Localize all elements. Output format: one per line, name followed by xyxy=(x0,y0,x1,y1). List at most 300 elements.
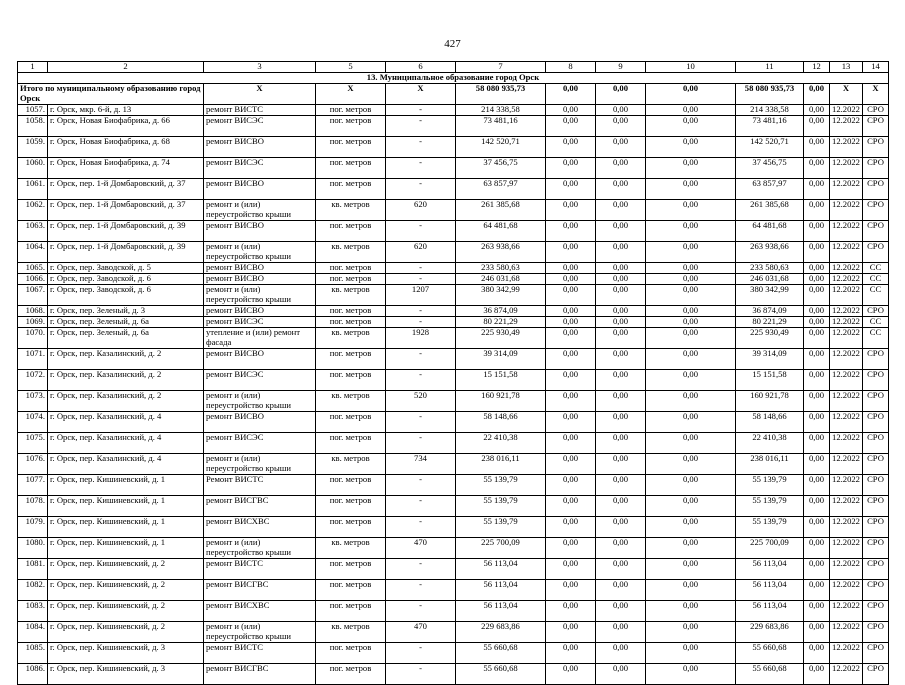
cost-cell: 0,00 xyxy=(546,328,596,349)
unit-cell: пог. метров xyxy=(316,306,386,317)
total-cost-cell: 39 314,09 xyxy=(456,349,546,370)
deadline-cell: 12.2022 xyxy=(830,496,863,517)
cost-cell: 0,00 xyxy=(646,601,736,622)
cost-cell: 233 580,63 xyxy=(736,263,804,274)
total-cell: 0,00 xyxy=(804,84,830,105)
cost-cell: 246 031,68 xyxy=(736,274,804,285)
unit-cell: пог. метров xyxy=(316,475,386,496)
column-header: 13 xyxy=(830,62,863,73)
cost-cell: 0,00 xyxy=(546,105,596,116)
total-cost-cell: 246 031,68 xyxy=(456,274,546,285)
cost-cell: 0,00 xyxy=(804,475,830,496)
fund-type-cell: СС xyxy=(863,317,889,328)
work-type-cell: ремонт ВИСХВС xyxy=(204,517,316,538)
unit-cell: кв. метров xyxy=(316,538,386,559)
quantity-cell: - xyxy=(386,664,456,685)
row-number: 1081. xyxy=(18,559,48,580)
cost-cell: 0,00 xyxy=(596,221,646,242)
cost-cell: 0,00 xyxy=(804,349,830,370)
deadline-cell: 12.2022 xyxy=(830,517,863,538)
cost-cell: 0,00 xyxy=(596,370,646,391)
table-row xyxy=(18,664,889,685)
work-type-cell: ремонт и (или) переустройство крыши xyxy=(204,622,316,643)
cost-cell: 0,00 xyxy=(804,370,830,391)
deadline-cell: 12.2022 xyxy=(830,221,863,242)
fund-type-cell: СРО xyxy=(863,370,889,391)
cost-cell: 160 921,78 xyxy=(736,391,804,412)
deadline-cell: 12.2022 xyxy=(830,559,863,580)
total-cost-cell: 56 113,04 xyxy=(456,559,546,580)
total-cell: 58 080 935,73 xyxy=(456,84,546,105)
cost-cell: 0,00 xyxy=(596,433,646,454)
address-cell: г. Орск, пер. Казалинский, д. 4 xyxy=(48,412,204,433)
table-row xyxy=(18,475,889,496)
total-cost-cell: 263 938,66 xyxy=(456,242,546,263)
work-type-cell: ремонт ВИСВО xyxy=(204,263,316,274)
column-header: 7 xyxy=(456,62,546,73)
quantity-cell: 1207 xyxy=(386,285,456,306)
deadline-cell: 12.2022 xyxy=(830,328,863,349)
quantity-cell: - xyxy=(386,179,456,200)
cost-cell: 0,00 xyxy=(546,580,596,601)
work-type-cell: ремонт ВИСГВС xyxy=(204,496,316,517)
total-cell: X xyxy=(204,84,316,105)
address-cell: г. Орск, Новая Биофабрика, д. 74 xyxy=(48,158,204,179)
cost-cell: 0,00 xyxy=(546,643,596,664)
total-cost-cell: 56 113,04 xyxy=(456,580,546,601)
work-type-cell: ремонт ВИСВО xyxy=(204,179,316,200)
fund-type-cell: СРО xyxy=(863,391,889,412)
cost-cell: 0,00 xyxy=(804,158,830,179)
deadline-cell: 12.2022 xyxy=(830,263,863,274)
total-cost-cell: 64 481,68 xyxy=(456,221,546,242)
cost-cell: 0,00 xyxy=(546,116,596,137)
table-row xyxy=(18,643,889,664)
section-title-row xyxy=(18,73,889,84)
quantity-cell: - xyxy=(386,306,456,317)
cost-cell: 0,00 xyxy=(646,538,736,559)
unit-cell: кв. метров xyxy=(316,391,386,412)
address-cell: г. Орск, пер. Кишиневский, д. 2 xyxy=(48,580,204,601)
address-cell: г. Орск, пер. Кишиневский, д. 2 xyxy=(48,601,204,622)
total-cost-cell: 225 700,09 xyxy=(456,538,546,559)
cost-cell: 0,00 xyxy=(646,242,736,263)
cost-cell: 0,00 xyxy=(546,664,596,685)
row-number: 1062. xyxy=(18,200,48,221)
quantity-cell: - xyxy=(386,137,456,158)
unit-cell: пог. метров xyxy=(316,643,386,664)
cost-cell: 0,00 xyxy=(646,285,736,306)
work-type-cell: утепление и (или) ремонт фасада xyxy=(204,328,316,349)
work-type-cell: ремонт ВИСВО xyxy=(204,412,316,433)
table-row xyxy=(18,370,889,391)
quantity-cell: - xyxy=(386,105,456,116)
cost-cell: 0,00 xyxy=(646,433,736,454)
deadline-cell: 12.2022 xyxy=(830,317,863,328)
cost-cell: 0,00 xyxy=(546,200,596,221)
deadline-cell: 12.2022 xyxy=(830,643,863,664)
cost-cell: 0,00 xyxy=(546,285,596,306)
total-cost-cell: 238 016,11 xyxy=(456,454,546,475)
deadline-cell: 12.2022 xyxy=(830,349,863,370)
address-cell: г. Орск, мкр. 6-й, д. 13 xyxy=(48,105,204,116)
total-cost-cell: 380 342,99 xyxy=(456,285,546,306)
unit-cell: пог. метров xyxy=(316,496,386,517)
cost-cell: 0,00 xyxy=(804,643,830,664)
table-row xyxy=(18,349,889,370)
unit-cell: кв. метров xyxy=(316,622,386,643)
cost-cell: 0,00 xyxy=(804,105,830,116)
total-cost-cell: 15 151,58 xyxy=(456,370,546,391)
unit-cell: пог. метров xyxy=(316,349,386,370)
deadline-cell: 12.2022 xyxy=(830,391,863,412)
column-header: 11 xyxy=(736,62,804,73)
cost-cell: 0,00 xyxy=(546,496,596,517)
table-row xyxy=(18,221,889,242)
row-number: 1075. xyxy=(18,433,48,454)
address-cell: г. Орск, пер. Кишиневский, д. 1 xyxy=(48,538,204,559)
fund-type-cell: СРО xyxy=(863,475,889,496)
cost-cell: 0,00 xyxy=(546,517,596,538)
total-cell: 0,00 xyxy=(596,84,646,105)
cost-cell: 0,00 xyxy=(804,317,830,328)
deadline-cell: 12.2022 xyxy=(830,116,863,137)
work-type-cell: ремонт ВИСТС xyxy=(204,559,316,580)
work-type-cell: ремонт и (или) переустройство крыши xyxy=(204,285,316,306)
cost-cell: 0,00 xyxy=(646,580,736,601)
deadline-cell: 12.2022 xyxy=(830,475,863,496)
quantity-cell: 620 xyxy=(386,242,456,263)
address-cell: г. Орск, пер. 1-й Домбаровский, д. 39 xyxy=(48,221,204,242)
work-type-cell: Ремонт ВИСТС xyxy=(204,475,316,496)
work-type-cell: ремонт ВИСГВС xyxy=(204,580,316,601)
cost-cell: 0,00 xyxy=(546,538,596,559)
work-type-cell: ремонт и (или) переустройство крыши xyxy=(204,242,316,263)
table-row xyxy=(18,412,889,433)
cost-cell: 0,00 xyxy=(546,306,596,317)
cost-cell: 63 857,97 xyxy=(736,179,804,200)
column-numbers-row xyxy=(18,62,889,73)
cost-cell: 0,00 xyxy=(804,242,830,263)
total-cost-cell: 142 520,71 xyxy=(456,137,546,158)
total-cost-cell: 225 930,49 xyxy=(456,328,546,349)
cost-cell: 0,00 xyxy=(596,105,646,116)
column-header: 9 xyxy=(596,62,646,73)
deadline-cell: 12.2022 xyxy=(830,200,863,221)
unit-cell: пог. метров xyxy=(316,370,386,391)
table-row xyxy=(18,116,889,137)
total-cost-cell: 56 113,04 xyxy=(456,601,546,622)
cost-cell: 0,00 xyxy=(804,622,830,643)
cost-cell: 0,00 xyxy=(596,349,646,370)
total-cost-cell: 233 580,63 xyxy=(456,263,546,274)
cost-cell: 0,00 xyxy=(804,664,830,685)
work-type-cell: ремонт ВИСВО xyxy=(204,137,316,158)
deadline-cell: 12.2022 xyxy=(830,454,863,475)
fund-type-cell: СРО xyxy=(863,559,889,580)
cost-cell: 56 113,04 xyxy=(736,601,804,622)
unit-cell: пог. метров xyxy=(316,559,386,580)
cost-cell: 0,00 xyxy=(546,263,596,274)
cost-cell: 0,00 xyxy=(804,412,830,433)
row-number: 1085. xyxy=(18,643,48,664)
quantity-cell: - xyxy=(386,475,456,496)
cost-cell: 0,00 xyxy=(596,179,646,200)
table-row xyxy=(18,580,889,601)
quantity-cell: - xyxy=(386,274,456,285)
column-header: 3 xyxy=(204,62,316,73)
table-row xyxy=(18,328,889,349)
deadline-cell: 12.2022 xyxy=(830,242,863,263)
row-number: 1058. xyxy=(18,116,48,137)
total-cost-cell: 214 338,58 xyxy=(456,105,546,116)
cost-cell: 0,00 xyxy=(596,285,646,306)
cost-cell: 0,00 xyxy=(804,285,830,306)
cost-cell: 80 221,29 xyxy=(736,317,804,328)
unit-cell: кв. метров xyxy=(316,200,386,221)
cost-cell: 0,00 xyxy=(596,559,646,580)
fund-type-cell: СРО xyxy=(863,179,889,200)
unit-cell: пог. метров xyxy=(316,221,386,242)
unit-cell: кв. метров xyxy=(316,454,386,475)
fund-type-cell: СРО xyxy=(863,538,889,559)
row-number: 1082. xyxy=(18,580,48,601)
cost-cell: 0,00 xyxy=(546,475,596,496)
table-row xyxy=(18,306,889,317)
address-cell: г. Орск, пер. Кишиневский, д. 1 xyxy=(48,517,204,538)
address-cell: г. Орск, пер. Казалинский, д. 2 xyxy=(48,391,204,412)
unit-cell: кв. метров xyxy=(316,328,386,349)
unit-cell: пог. метров xyxy=(316,433,386,454)
cost-cell: 0,00 xyxy=(546,274,596,285)
address-cell: г. Орск, пер. 1-й Домбаровский, д. 37 xyxy=(48,179,204,200)
fund-type-cell: СРО xyxy=(863,242,889,263)
unit-cell: пог. метров xyxy=(316,137,386,158)
cost-cell: 0,00 xyxy=(546,137,596,158)
cost-cell: 55 139,79 xyxy=(736,475,804,496)
work-type-cell: ремонт ВИСВО xyxy=(204,274,316,285)
cost-cell: 0,00 xyxy=(546,622,596,643)
work-type-cell: ремонт ВИСЭС xyxy=(204,158,316,179)
unit-cell: пог. метров xyxy=(316,412,386,433)
table-row xyxy=(18,391,889,412)
fund-type-cell: СРО xyxy=(863,158,889,179)
address-cell: г. Орск, пер. Кишиневский, д. 3 xyxy=(48,643,204,664)
address-cell: г. Орск, пер. Заводской, д. 5 xyxy=(48,263,204,274)
cost-cell: 0,00 xyxy=(596,274,646,285)
cost-cell: 37 456,75 xyxy=(736,158,804,179)
cost-cell: 0,00 xyxy=(804,433,830,454)
cost-cell: 0,00 xyxy=(804,179,830,200)
quantity-cell: - xyxy=(386,580,456,601)
total-cost-cell: 55 139,79 xyxy=(456,517,546,538)
repair-program-table xyxy=(17,61,889,685)
unit-cell: пог. метров xyxy=(316,158,386,179)
cost-cell: 0,00 xyxy=(546,412,596,433)
fund-type-cell: СРО xyxy=(863,517,889,538)
row-number: 1063. xyxy=(18,221,48,242)
cost-cell: 15 151,58 xyxy=(736,370,804,391)
cost-cell: 0,00 xyxy=(596,158,646,179)
total-cost-cell: 55 139,79 xyxy=(456,496,546,517)
cost-cell: 0,00 xyxy=(596,580,646,601)
cost-cell: 56 113,04 xyxy=(736,580,804,601)
address-cell: г. Орск, Новая Биофабрика, д. 66 xyxy=(48,116,204,137)
row-number: 1080. xyxy=(18,538,48,559)
fund-type-cell: СРО xyxy=(863,454,889,475)
cost-cell: 0,00 xyxy=(804,559,830,580)
fund-type-cell: СРО xyxy=(863,306,889,317)
table-row xyxy=(18,158,889,179)
quantity-cell: - xyxy=(386,433,456,454)
cost-cell: 0,00 xyxy=(804,454,830,475)
work-type-cell: ремонт ВИСВО xyxy=(204,306,316,317)
deadline-cell: 12.2022 xyxy=(830,285,863,306)
table-row xyxy=(18,601,889,622)
cost-cell: 64 481,68 xyxy=(736,221,804,242)
table-row xyxy=(18,242,889,263)
cost-cell: 0,00 xyxy=(646,263,736,274)
quantity-cell: - xyxy=(386,496,456,517)
cost-cell: 0,00 xyxy=(646,221,736,242)
total-cost-cell: 80 221,29 xyxy=(456,317,546,328)
cost-cell: 142 520,71 xyxy=(736,137,804,158)
work-type-cell: ремонт и (или) переустройство крыши xyxy=(204,454,316,475)
cost-cell: 0,00 xyxy=(804,517,830,538)
row-number: 1073. xyxy=(18,391,48,412)
cost-cell: 55 139,79 xyxy=(736,496,804,517)
quantity-cell: 734 xyxy=(386,454,456,475)
row-number: 1086. xyxy=(18,664,48,685)
quantity-cell: - xyxy=(386,370,456,391)
cost-cell: 0,00 xyxy=(596,137,646,158)
cost-cell: 55 660,68 xyxy=(736,643,804,664)
address-cell: г. Орск, пер. 1-й Домбаровский, д. 37 xyxy=(48,200,204,221)
cost-cell: 0,00 xyxy=(596,475,646,496)
address-cell: г. Орск, пер. Казалинский, д. 4 xyxy=(48,454,204,475)
fund-type-cell: СРО xyxy=(863,433,889,454)
cost-cell: 0,00 xyxy=(596,622,646,643)
cost-cell: 0,00 xyxy=(646,158,736,179)
cost-cell: 0,00 xyxy=(804,221,830,242)
fund-type-cell: СРО xyxy=(863,221,889,242)
cost-cell: 58 148,66 xyxy=(736,412,804,433)
unit-cell: пог. метров xyxy=(316,317,386,328)
cost-cell: 0,00 xyxy=(646,349,736,370)
total-label: Итого по муниципальному образованию город Орск xyxy=(18,84,204,105)
work-type-cell: ремонт ВИСВО xyxy=(204,349,316,370)
quantity-cell: 1928 xyxy=(386,328,456,349)
address-cell: г. Орск, пер. Кишиневский, д. 1 xyxy=(48,496,204,517)
work-type-cell: ремонт ВИСГВС xyxy=(204,664,316,685)
row-number: 1057. xyxy=(18,105,48,116)
total-cell: 58 080 935,73 xyxy=(736,84,804,105)
fund-type-cell: СРО xyxy=(863,200,889,221)
deadline-cell: 12.2022 xyxy=(830,580,863,601)
cost-cell: 0,00 xyxy=(804,328,830,349)
address-cell: г. Орск, пер. Заводской, д. 6 xyxy=(48,285,204,306)
cost-cell: 0,00 xyxy=(596,317,646,328)
address-cell: г. Орск, пер. Казалинский, д. 4 xyxy=(48,433,204,454)
address-cell: г. Орск, пер. Кишиневский, д. 3 xyxy=(48,664,204,685)
cost-cell: 238 016,11 xyxy=(736,454,804,475)
deadline-cell: 12.2022 xyxy=(830,105,863,116)
total-cost-cell: 37 456,75 xyxy=(456,158,546,179)
row-number: 1061. xyxy=(18,179,48,200)
cost-cell: 380 342,99 xyxy=(736,285,804,306)
column-header: 10 xyxy=(646,62,736,73)
work-type-cell: ремонт и (или) переустройство крыши xyxy=(204,391,316,412)
cost-cell: 0,00 xyxy=(646,200,736,221)
cost-cell: 0,00 xyxy=(646,105,736,116)
row-number: 1067. xyxy=(18,285,48,306)
deadline-cell: 12.2022 xyxy=(830,622,863,643)
deadline-cell: 12.2022 xyxy=(830,433,863,454)
cost-cell: 0,00 xyxy=(804,306,830,317)
cost-cell: 229 683,86 xyxy=(736,622,804,643)
deadline-cell: 12.2022 xyxy=(830,179,863,200)
fund-type-cell: СС xyxy=(863,328,889,349)
total-cost-cell: 55 660,68 xyxy=(456,664,546,685)
cost-cell: 0,00 xyxy=(546,559,596,580)
cost-cell: 0,00 xyxy=(804,580,830,601)
quantity-cell: - xyxy=(386,116,456,137)
cost-cell: 0,00 xyxy=(646,306,736,317)
cost-cell: 0,00 xyxy=(546,349,596,370)
unit-cell: пог. метров xyxy=(316,601,386,622)
work-type-cell: ремонт ВИСВО xyxy=(204,221,316,242)
cost-cell: 0,00 xyxy=(804,137,830,158)
work-type-cell: ремонт ВИСЭС xyxy=(204,116,316,137)
total-cost-cell: 55 139,79 xyxy=(456,475,546,496)
column-header: 14 xyxy=(863,62,889,73)
cost-cell: 0,00 xyxy=(596,263,646,274)
work-type-cell: ремонт ВИСХВС xyxy=(204,601,316,622)
row-number: 1060. xyxy=(18,158,48,179)
table-row xyxy=(18,433,889,454)
unit-cell: кв. метров xyxy=(316,285,386,306)
cost-cell: 0,00 xyxy=(804,601,830,622)
total-cell: X xyxy=(386,84,456,105)
cost-cell: 56 113,04 xyxy=(736,559,804,580)
quantity-cell: 620 xyxy=(386,200,456,221)
row-number: 1072. xyxy=(18,370,48,391)
column-header: 2 xyxy=(48,62,204,73)
fund-type-cell: СРО xyxy=(863,622,889,643)
cost-cell: 0,00 xyxy=(596,517,646,538)
address-cell: г. Орск, пер. Зеленый, д. 6а xyxy=(48,328,204,349)
table-row xyxy=(18,285,889,306)
cost-cell: 0,00 xyxy=(596,601,646,622)
work-type-cell: ремонт и (или) переустройство крыши xyxy=(204,200,316,221)
total-cost-cell: 160 921,78 xyxy=(456,391,546,412)
table-row xyxy=(18,274,889,285)
deadline-cell: 12.2022 xyxy=(830,158,863,179)
cost-cell: 0,00 xyxy=(646,622,736,643)
fund-type-cell: СРО xyxy=(863,643,889,664)
work-type-cell: ремонт и (или) переустройство крыши xyxy=(204,538,316,559)
fund-type-cell: СС xyxy=(863,263,889,274)
total-cell: 0,00 xyxy=(646,84,736,105)
deadline-cell: 12.2022 xyxy=(830,370,863,391)
cost-cell: 0,00 xyxy=(596,538,646,559)
cost-cell: 73 481,16 xyxy=(736,116,804,137)
table-row xyxy=(18,538,889,559)
row-number: 1059. xyxy=(18,137,48,158)
cost-cell: 0,00 xyxy=(596,328,646,349)
cost-cell: 225 700,09 xyxy=(736,538,804,559)
row-number: 1069. xyxy=(18,317,48,328)
